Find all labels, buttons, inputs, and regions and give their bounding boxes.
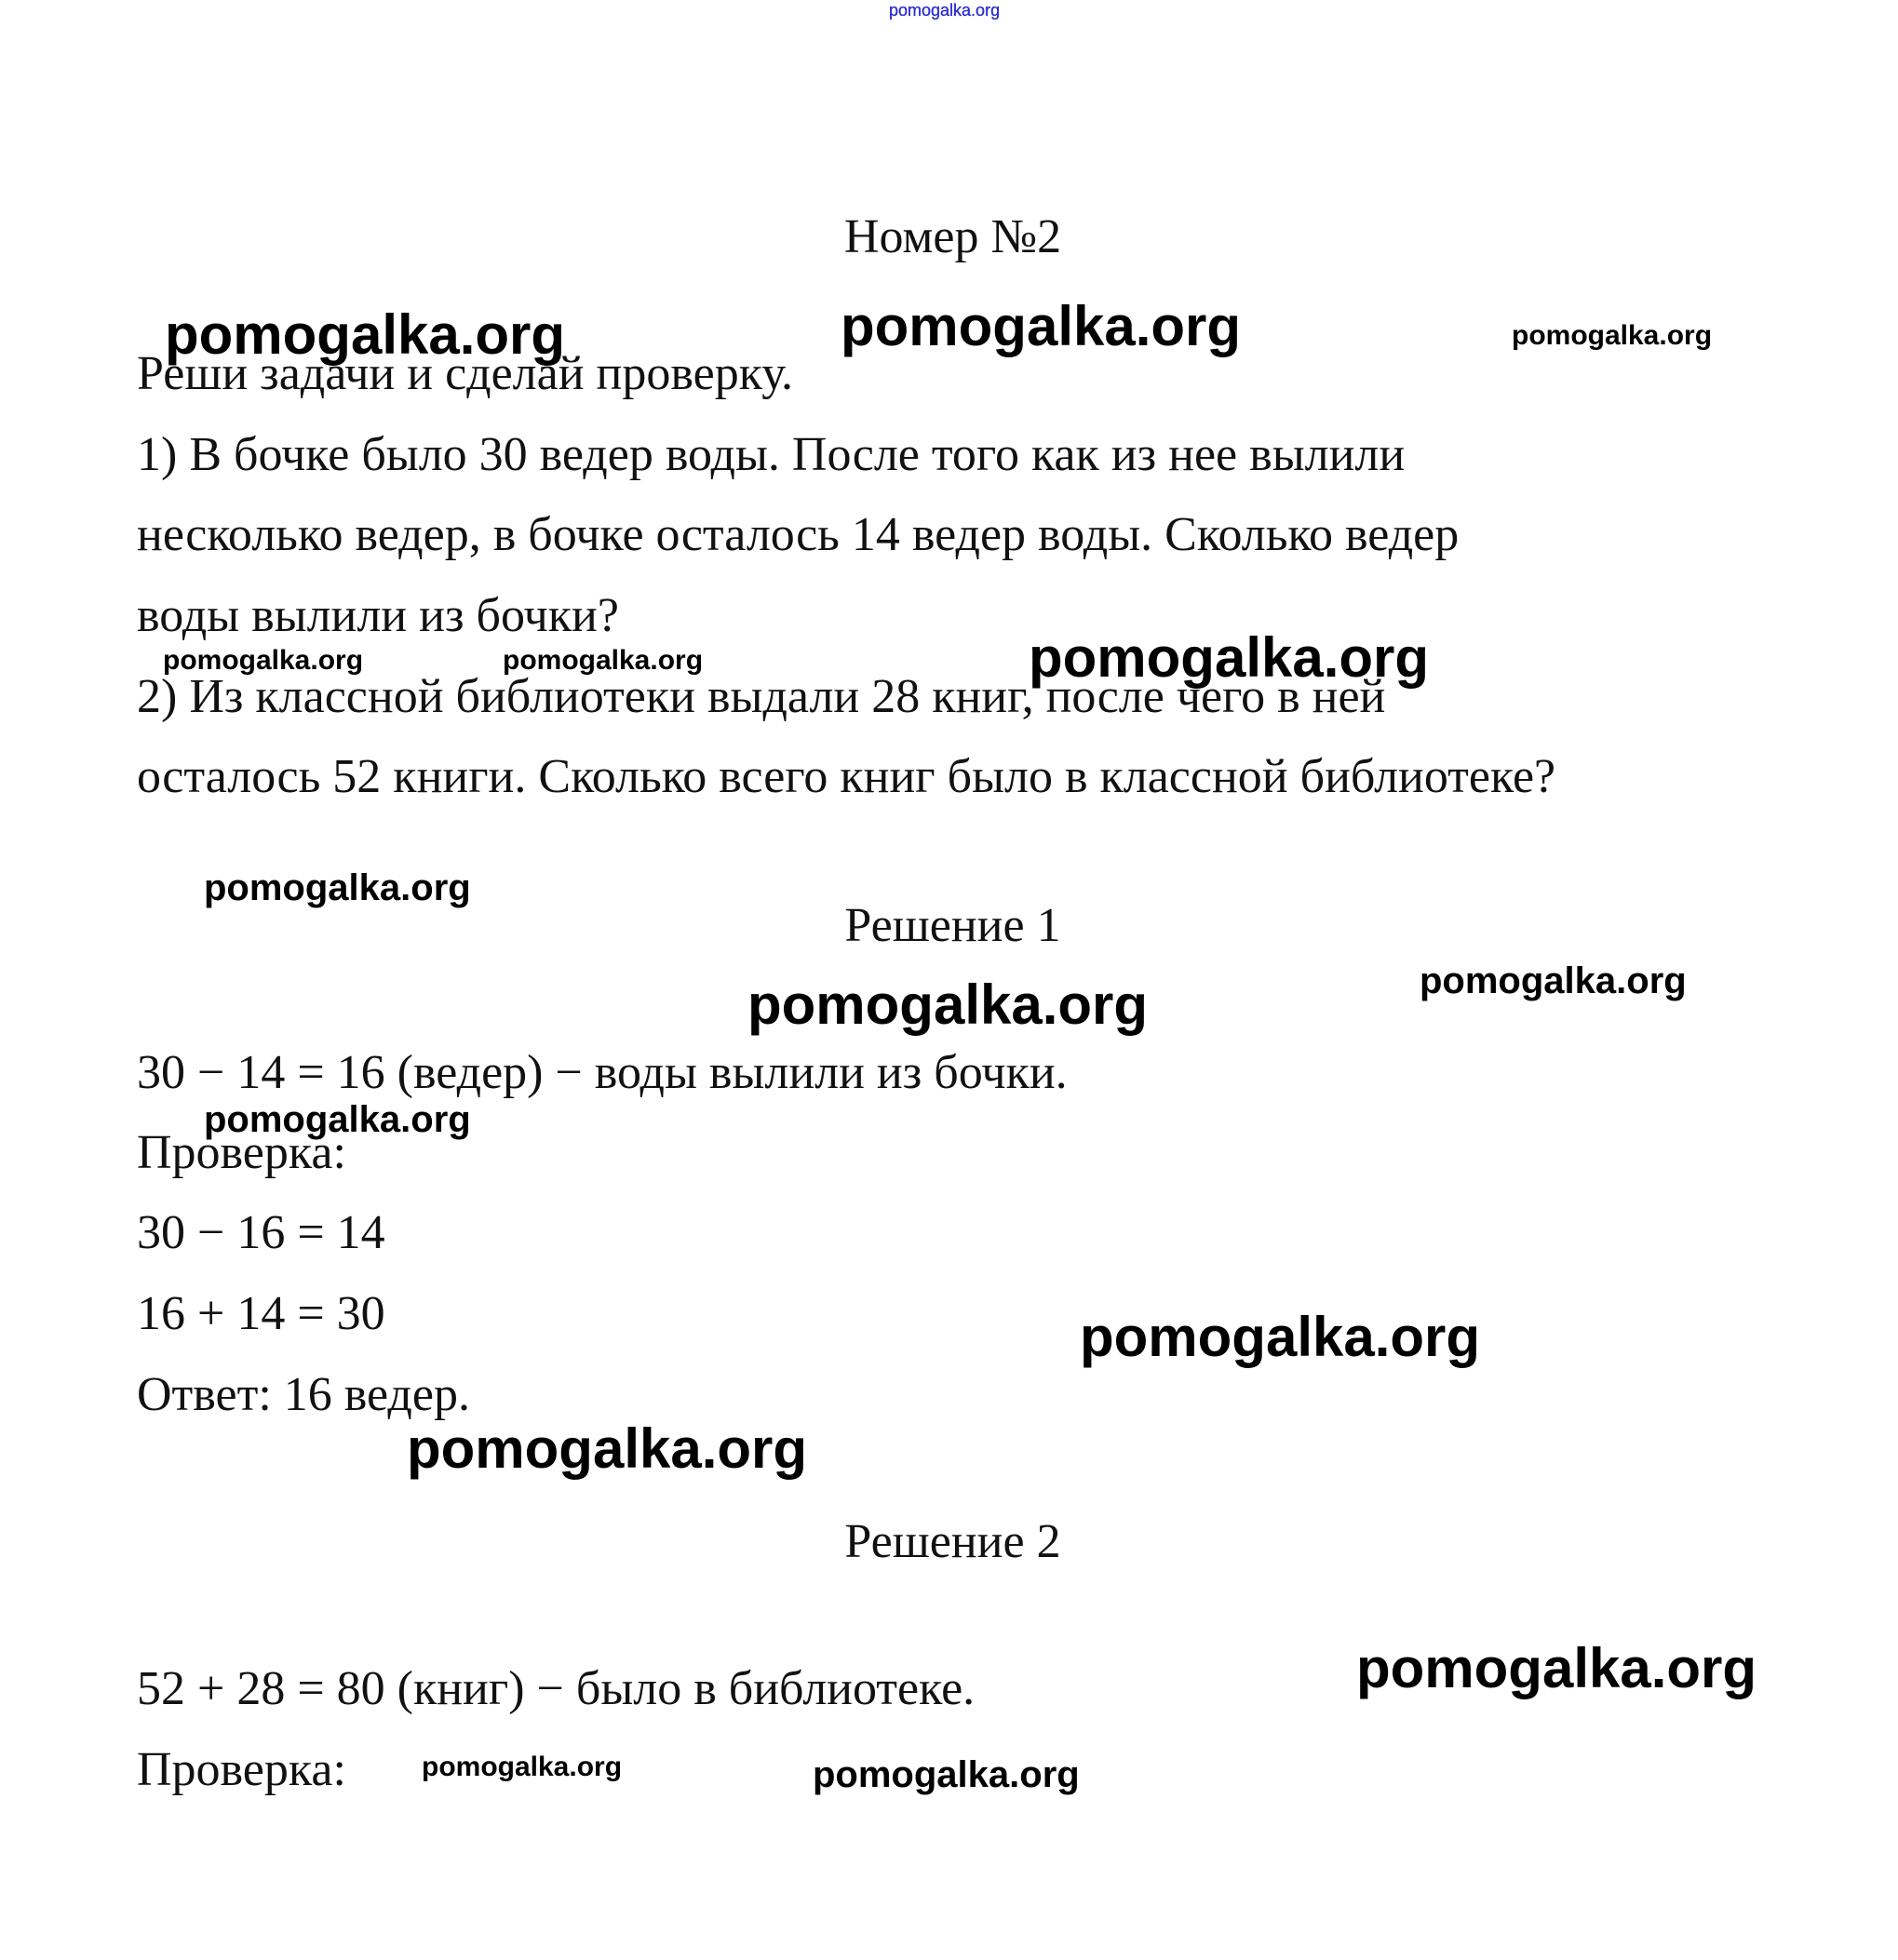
watermark: pomogalka.org [163, 645, 364, 676]
watermark: pomogalka.org [841, 295, 1242, 357]
watermark: pomogalka.org [165, 303, 566, 366]
watermark: pomogalka.org [1512, 320, 1713, 351]
solution2-equation: 52 + 28 = 80 (книг) − было в библиотеке. [137, 1662, 976, 1715]
solution1-answer: Ответ: 16 ведер. [137, 1368, 470, 1421]
watermark: pomogalka.org [503, 645, 704, 676]
solution1-equation: 30 − 14 = 16 (ведер) − воды вылили из бочки. [137, 1046, 1068, 1099]
solution2-heading: Решение 2 [844, 1515, 1061, 1568]
page-title: Номер №2 [843, 210, 1062, 263]
solution1-check-label: Проверка: [137, 1126, 346, 1179]
watermark: pomogalka.org [1420, 960, 1687, 1001]
watermark: pomogalka.org [813, 1754, 1080, 1795]
solution1-check: 30 − 16 = 14 [137, 1206, 385, 1259]
watermark: pomogalka.org [1029, 626, 1430, 689]
task-line: воды вылили из бочки? [137, 589, 619, 642]
task-line: 2) Из классной библиотеки выдали 28 книг, после чего в ней [137, 670, 1386, 723]
watermark: pomogalka.org [1080, 1306, 1481, 1368]
top-watermark: pomogalka.org [889, 1, 1001, 20]
watermark: pomogalka.org [422, 1752, 623, 1782]
task-line: осталось 52 книги. Сколько всего книг было в классной библиотеке? [137, 750, 1556, 803]
solution1-heading: Решение 1 [844, 899, 1061, 952]
watermark: pomogalka.org [407, 1417, 808, 1480]
task-line: 1) В бочке было 30 ведер воды. После того как из нее вылили [137, 428, 1406, 481]
solution1-check: 16 + 14 = 30 [137, 1287, 385, 1340]
watermark: pomogalka.org [204, 867, 471, 908]
watermark: pomogalka.org [204, 1099, 471, 1140]
solution2-check-label: Проверка: [137, 1743, 346, 1796]
task-line: несколько ведер, в бочке осталось 14 ведер воды. Сколько ведер [137, 508, 1460, 561]
watermark: pomogalka.org [747, 973, 1149, 1036]
watermark: pomogalka.org [1356, 1637, 1757, 1699]
task-instruction: Реши задачи и сделай проверку. [137, 347, 794, 400]
